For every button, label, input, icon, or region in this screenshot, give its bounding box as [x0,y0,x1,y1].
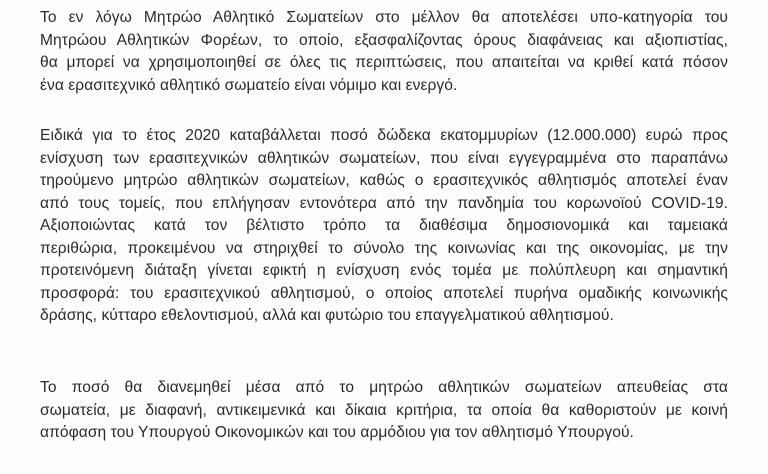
text-line: ενίσχυση των ερασιτεχνικών αθλητικών σωματείων, που είναι εγγεγραμμένα στο παραπάνω [40,149,728,167]
paragraph-funding-2020 [40,125,728,328]
text-line: Αξιοποιώντας κατά τον βέλτιστο τρόπο τα διαθέσιμα δημοσιονομικά και ταμειακά [40,217,728,234]
text-line: απόφαση του Υπουργού Οικονομικών και του αρμόδιου για τον αθλητισμό Υπουργού. [40,424,634,441]
text-line: τηρούμενο μητρώο αθλητικών σωματείων, καθώς ο ερασιτεχνικός αθλητισμός αποτελεί έναν [40,172,728,189]
text-line: Ειδικά για το έτος 2020 καταβάλλεται ποσό δώδεκα εκατομμυρίων (12.000.000) ευρώ προς [40,127,728,144]
text-line: Το ποσό θα διανεμηθεί μέσα από το μητρώο αθλητικών σωματείων απευθείας στα [40,379,728,396]
text-line: προτεινόμενη διάταξη γίνεται εφικτή η ενίσχυση ενός τομέα με πολύπλευρη και σημαντική [40,262,728,279]
text-line: δράσης, κύτταρο εθελοντισμού, αλλά και φυτώριο του επαγγελματικού αθλητισμού. [40,307,614,324]
paragraph-distribution [40,377,728,445]
text-line: Το εν λόγω Μητρώο Αθλητικό Σωματείων στο μέλλον θα αποτελέσει υπο-κατηγορία του [40,9,728,26]
text-line: ένα ερασιτεχνικό αθλητικό σωματείο είναι νόμιμο και ενεργό. [40,76,458,94]
paragraph-registry [40,7,728,97]
text-line: θα μπορεί να χρησιμοποιηθεί σε όλες τις περιπτώσεις, που απαιτείται να κριθεί κατά πόσον [40,54,728,71]
text-line: περιθώρια, προκειμένου να στηριχθεί το σύνολο της κοινωνίας και της οικονομίας, με την [40,239,728,257]
text-line: σωματεία, με διαφανή, αντικειμενικά και δίκαια κριτήρια, τα οποία θα καθοριστούν με κοινή [40,401,728,419]
text-line: από τους τομείς, που επλήγησαν εντονότερα από την πανδημία του κορωνοϊού COVID-19. [40,194,728,212]
text-line: Μητρώου Αθλητικών Φορέων, το οποίο, εξασφαλίζοντας όρους διαφάνειας και αξιοπιστίας, [40,31,728,49]
text-line: προσφορά: του ερασιτεχνικού αθλητισμού, ο οποίος αποτελεί πυρήνα ομαδικής κοινωνικής [40,284,728,302]
